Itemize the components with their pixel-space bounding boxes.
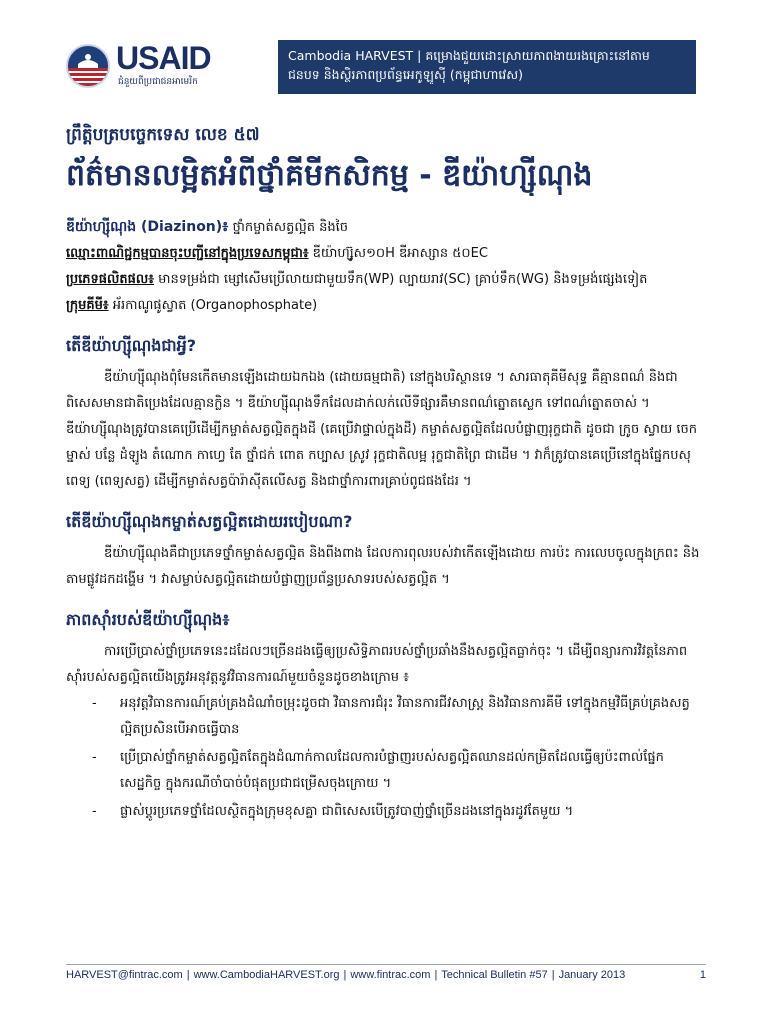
trade-name-line xyxy=(66,241,702,267)
trade-name-label: ឈ្មោះពាណិជ្ជកម្មបានចុះបញ្ជីនៅក្នុងប្រទេសកម្ពុជា៖ xyxy=(66,246,309,261)
document-body xyxy=(66,214,702,827)
section-title-what: តើឌីយ៉ាហ្ស៊ីណុងជាអ្វី? xyxy=(66,336,197,355)
footer-email-link[interactable]: HARVEST@fintrac.com xyxy=(66,969,183,981)
intro-line xyxy=(66,214,702,241)
footer-bulletin-number: Technical Bulletin #57 xyxy=(441,969,548,981)
section-title-mode-of-action: តើឌីយ៉ាហ្ស៊ីណុងកម្ចាត់សត្វល្អិតដោយរបៀបណា? xyxy=(66,512,353,531)
formulation-line xyxy=(66,267,702,293)
list-item: - ប្រើប្រាស់ថ្នាំកម្ចាត់សត្វល្អិតតែក្នុងដំណាក់កាលដែលការបំផ្លាញរបស់សត្វល្អិតឈានដល់កម្រិតដែលធ្វើឲ្យប៉ះពាល់ផ្នែកសេដ្ឋកិច្ច ក្នុងករណីចាំបាច់បំផុតប្រជាជម្រើសចុងក្រោយ ។ xyxy=(66,745,702,797)
project-banner xyxy=(278,40,696,94)
page-number: 1 xyxy=(699,969,706,981)
bulletin-label: ព្រឹត្តិបត្របច្ចេកទេស លេខ ៥៧ xyxy=(66,125,260,145)
list-item: - ផ្លាស់ប្តូរប្រភេទថ្នាំដែលស្ថិតក្នុងក្រុមខុសគ្នា ជាពិសេសបើត្រូវបាញ់ថ្នាំច្រើនដងនៅក្នុងរដូវតែមួយ ។ xyxy=(66,799,702,825)
footer-links: HARVEST@fintrac.com | www.CambodiaHARVEST.org | www.fintrac.com | Technical Bulletin #57 | January 2013 xyxy=(66,969,626,981)
section-body-mode-of-action: ឌីយ៉ាហ្ស៊ីណុងគឺជាប្រភេទថ្នាំកម្ចាត់សត្វល្អិត និងពីងពាង ដែលការពុលរបស់វាកើតឡើងដោយ ការប៉ះ ការលេបចូលក្នុងក្រពះ និងតាមផ្លូវដកដង្ហើម ។ វាសម្លាប់សត្វល្អិតដោយបំផ្លាញប្រព័ន្ធប្រសាទរបស់សត្វល្អិត ។ xyxy=(66,546,700,587)
footer-date: January 2013 xyxy=(558,969,626,981)
resistance-bullet-list xyxy=(66,691,702,825)
banner-line-2: ជនបទ និងស្ថិរភាពប្រព័ន្ធអេកូឡូស៊ី (កម្ពុជាហាវេស) xyxy=(288,67,524,82)
footer-harvest-site-link[interactable]: www.CambodiaHARVEST.org xyxy=(193,969,340,981)
footer-fintrac-site-link[interactable]: www.fintrac.com xyxy=(350,969,431,981)
banner-line-1: Cambodia HARVEST | គម្រោងជួយដោះស្រាយភាពងាយរងគ្រោះនៅតាម xyxy=(288,48,650,63)
usaid-seal-icon xyxy=(66,44,110,88)
intro-title-rest: ថ្នាំកម្ចាត់សត្វល្អិត និងចៃ xyxy=(228,220,348,235)
chemical-group-label: ក្រុមគីមី៖ xyxy=(66,298,109,313)
chemical-group-value: អ័រកាណូផូស្វាត (Organophosphate) xyxy=(108,298,318,313)
usaid-tagline: ជំនួយពីប្រជាជនអាមេរិក xyxy=(118,77,198,87)
trade-name-value: ឌីយ៉ាហ្ស៊ូស១០H ឌីអាស្សាន ៥០EC xyxy=(308,246,488,261)
chemical-group-line xyxy=(66,293,702,319)
formulation-value: មានទម្រង់ជា ម្សៅសើមប្រើលាយជាមួយទឹក(WP) ល្បាយរាវ(SC) គ្រាប់ទឹក(WG) និងទម្រង់ផ្សេងទៀត xyxy=(153,272,648,287)
formulation-label: ប្រភេទផលិតផល៖ xyxy=(66,272,154,287)
page-footer xyxy=(66,966,706,984)
list-item: - អនុវត្តវិធានការណ៍គ្រប់គ្រងដំណាំចម្រុះដូចជា វិធានការជំរុះ វិធានការជីវសាស្ត្រ និងវិធានការគីមី ទៅក្នុងកម្មវិធីគ្រប់គ្រងសត្វល្អិតប្រសិនបើអាចធ្វើបាន xyxy=(66,691,702,743)
usaid-logo: USAID xyxy=(116,40,211,76)
intro-title: ឌីយ៉ាហ្ស៊ីណុង (Diazinon)៖ xyxy=(66,219,229,235)
page-title: ព័ត៌មានលម្អិតអំពីថ្នាំគីមីកសិកម្ម - ឌីយ៉ាហ្ស៊ីណុង xyxy=(66,158,593,193)
page-header xyxy=(66,40,696,96)
section-body-what: ឌីយ៉ាហ្ស៊ីណុងពុំមែនកើតមានឡើងដោយឯកឯង (ដោយធម្មជាតិ) នៅក្នុងបរិស្ថានទេ ។ សារធាតុគីមីសុទ្ធ គឺគ្មានពណ៌ និងជាពិសេសមានជាតិប្រេងដែលគ្មានក្លិន ។ ឌីយ៉ាហ្ស៊ីណុងទឹកដែលដាក់លក់លើទីផ្សារគឺមានពណ៌ត្នោតស្លេក ទៅពណ៌ត្នោតចាស់ ។ ឌីយ៉ាហ្ស៊ីណុងត្រូវបានគេប្រើដើម្បីកម្ចាត់សត្វល្អិតក្នុងដី (គេប្រើវាផ្ទាល់ក្នុងដី) កម្ចាត់សត្វល្អិតដែលបំផ្លាញរុក្ខជាតិ ដូចជា ក្រូច ស្វាយ ចេក ម្នាស់ បន្លែ ដំឡូង តំណោក កាហ្វេ តែ ថ្នាំជក់ ពោត កប្បាស ស្រូវ រុក្ខជាតិលម្អ រុក្ខជាតិព្រៃ ជាដើម ។ វាក៏ត្រូវបានគេប្រើនៅក្នុងផ្នែកបសុពេទ្យ (ពេទ្យសត្វ) ដើម្បីកម្ចាត់សត្វប៉ារ៉ាស៊ីតលើសត្វ និងជាថ្នាំការពារគ្រាប់ពូជផងដែរ ។ xyxy=(66,370,698,489)
footer-divider xyxy=(66,964,706,965)
section-body-resistance: ការប្រើប្រាស់ថ្នាំប្រភេទនេះដដែលៗច្រើនដងធ្វើឲ្យប្រសិទ្ធិភាពរបស់ថ្នាំប្រឆាំងនឹងសត្វល្អិតធ្លាក់ចុះ ។ ដើម្បីពន្យារការវិវត្តនៃភាពស៊ាំរបស់សត្វល្អិតយើងត្រូវអនុវត្តនូវវិធានការណ៍មួយចំនួនដូចខាងក្រោម ៖ xyxy=(66,644,688,685)
section-title-resistance: ភាពស៊ាំរបស់ឌីយ៉ាហ្ស៊ីណុង៖ xyxy=(66,610,230,629)
